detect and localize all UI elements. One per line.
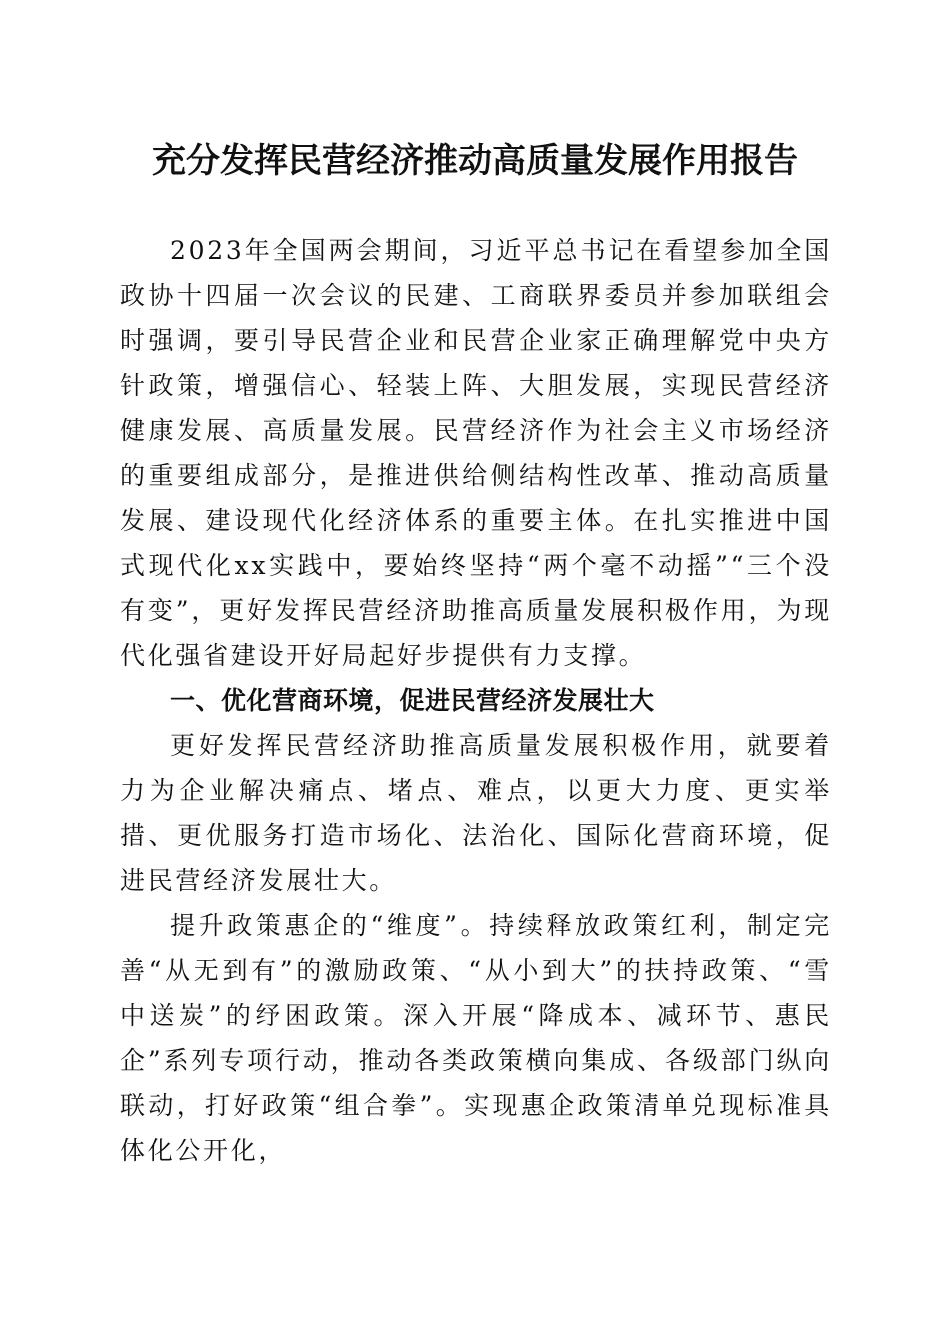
document-title: 充分发挥民营经济推动高质量发展作用报告 [152,141,798,181]
section-heading-1: 一、优化营商环境，促进民营经济发展壮大 [170,686,655,715]
document-body [120,228,832,1173]
paragraph-intro: 2023年全国两会期间，习近平总书记在看望参加全国政协十四届一次会议的民建、工商联界委员并参加联组会时强调，要引导民营企业和民营企业家正确理解党中央方针政策，增强信心、轻装上阵、大胆发展，实现民营经济健康发展、高质量发展。民营经济作为社会主义市场经济的重要组成部分，是推进供给侧结构性改革、推动高质量发展、建设现代化经济体系的重要主体。在扎实推进中国式现代化xx实践中，要始终坚持“两个毫不动摇”“三个没有变”，更好发挥民营经济助推高质量发展积极作用，为现代化强省建设开好局起好步提供有力支撑。 [120,236,832,670]
paragraph-policy-dimension: 提升政策惠企的“维度”。持续释放政策红利，制定完善“从无到有”的激励政策、“从小到大”的扶持政策、“雪中送炭”的纾困政策。深入开展“降成本、减环节、惠民企”系列专项行动，推动各类政策横向集成、各级部门纵向联动，打好政策“组合拳”。实现惠企政策清单兑现标准具体化公开化， [120,911,832,1165]
paragraph-section-1-intro: 更好发挥民营经济助推高质量发展积极作用，就要着力为企业解决痛点、堵点、难点，以更大力度、更实举措、更优服务打造市场化、法治化、国际化营商环境，促进民营经济发展壮大。 [120,731,832,895]
